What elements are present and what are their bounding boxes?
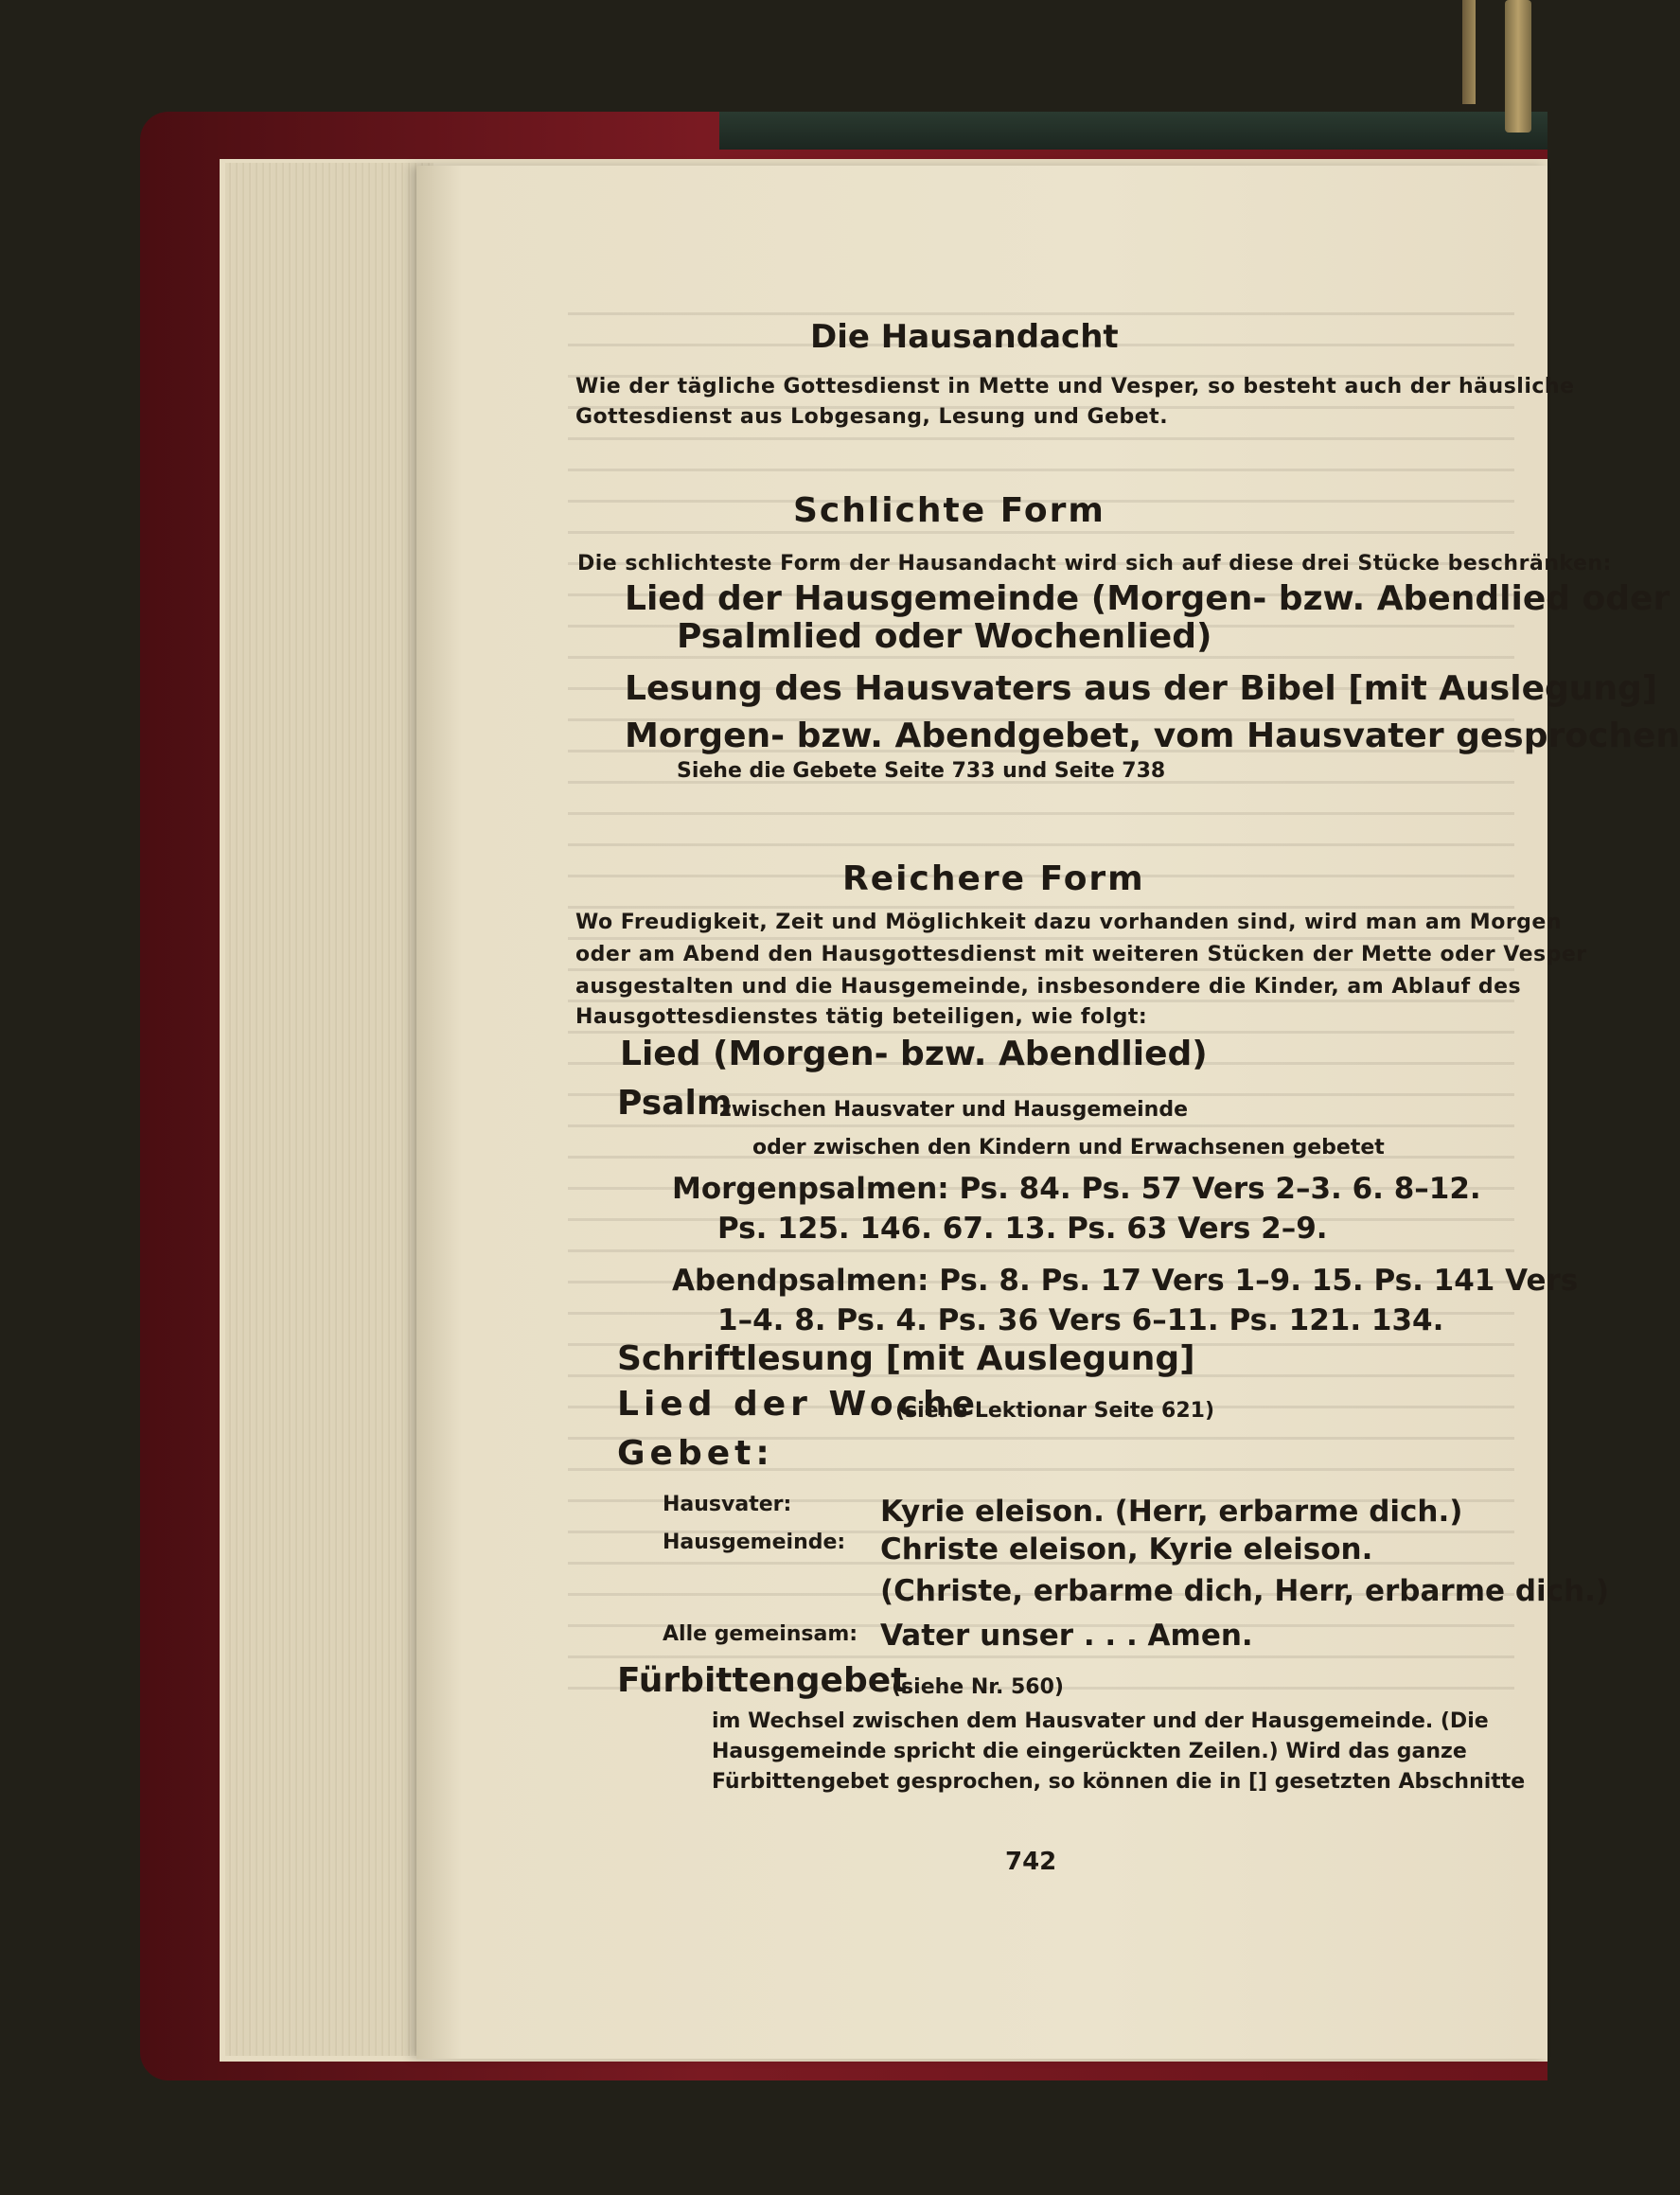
section-heading-rich: Reichere Form [842, 859, 1145, 898]
list-item-prayer: Morgen- bzw. Abendgebet, vom Hausvater gesprochen [625, 717, 1680, 755]
bookmark-ribbon [1462, 0, 1476, 104]
rich-intro-line: Hausgottesdienstes tätig beteiligen, wie folgt: [575, 1005, 1148, 1029]
rich-intro-line: oder am Abend den Hausgottesdienst mit weiteren Stücken der Mette oder Vesper [575, 943, 1587, 966]
list-item-reading: Lesung des Hausvaters aus der Bibel [mit Auslegung] [625, 669, 1658, 708]
rich-item-song: Lied (Morgen- bzw. Abendlied) [620, 1035, 1208, 1073]
kyrie-role: Hausvater: [663, 1493, 792, 1516]
list-item-song: Lied der Hausgemeinde (Morgen- bzw. Abendlied oder [625, 579, 1671, 618]
kyrie-text: (Christe, erbarme dich, Herr, erbarme dich.) [880, 1574, 1610, 1608]
item-note: Siehe die Gebete Seite 733 und Seite 738 [677, 759, 1166, 783]
evening-psalms: Abendpsalmen: Ps. 8. Ps. 17 Vers 1–9. 15. Ps. 141 Vers [672, 1264, 1579, 1298]
psalm-note: zwischen Hausvater und Hausgemeinde [719, 1098, 1188, 1122]
morning-psalms: Morgenpsalmen: Ps. 84. Ps. 57 Vers 2–3. 6. 8–12. [672, 1172, 1481, 1206]
page-number: 742 [1005, 1848, 1057, 1876]
intercession-ref: (siehe Nr. 560) [892, 1675, 1064, 1699]
morning-psalms-cont: Ps. 125. 146. 67. 13. Ps. 63 Vers 2–9. [717, 1212, 1328, 1246]
intercession-note: im Wechsel zwischen dem Hausvater und der Hausgemeinde. (Die [712, 1709, 1489, 1733]
kyrie-text: Vater unser . . . Amen. [880, 1619, 1253, 1653]
week-song-ref: (siehe Lektionar Seite 621) [895, 1399, 1214, 1423]
section-heading-simple: Schlichte Form [793, 491, 1105, 530]
rich-intro-line: ausgestalten und die Hausgemeinde, insbesondere die Kinder, am Ablauf des [575, 975, 1522, 999]
rich-item-reading: Schriftlesung [mit Auslegung] [617, 1339, 1195, 1378]
psalm-note: oder zwischen den Kindern und Erwachsenen gebetet [752, 1136, 1385, 1159]
intercession-note: Fürbittengebet gesprochen, so können die in [] gesetzten Abschnitte [712, 1770, 1526, 1794]
kyrie-text: Kyrie eleison. (Herr, erbarme dich.) [880, 1495, 1463, 1529]
rich-item-prayer: Gebet: [617, 1434, 774, 1473]
section-intro: Die schlichteste Form der Hausandacht wird sich auf diese drei Stücke beschränken: [577, 552, 1612, 575]
kyrie-text: Christe eleison, Kyrie eleison. [880, 1532, 1373, 1567]
evening-psalms-cont: 1–4. 8. Ps. 4. Ps. 36 Vers 6–11. Ps. 121. 134. [717, 1303, 1444, 1337]
kyrie-role: Alle gemeinsam: [663, 1622, 858, 1646]
rich-intro-line: Wo Freudigkeit, Zeit und Möglichkeit dazu vorhanden sind, wird man am Morgen [575, 911, 1562, 934]
intro-line: Wie der tägliche Gottesdienst in Mette und Vesper, so besteht auch der häusliche [575, 375, 1575, 398]
page-title: Die Hausandacht [810, 318, 1119, 356]
rich-item-psalm: Psalm [617, 1084, 733, 1123]
page-edges [225, 163, 433, 2056]
book-headband [719, 112, 1547, 150]
bookmark-ribbon [1505, 0, 1531, 133]
kyrie-role: Hausgemeinde: [663, 1531, 846, 1554]
list-item-song-cont: Psalmlied oder Wochenlied) [677, 617, 1212, 656]
rich-item-week-song: Lied der Woche [617, 1385, 981, 1424]
intercession-note: Hausgemeinde spricht die eingerückten Zeilen.) Wird das ganze [712, 1740, 1467, 1763]
intro-line: Gottesdienst aus Lobgesang, Lesung und Gebet. [575, 405, 1169, 429]
rich-item-intercession: Fürbittengebet [617, 1661, 908, 1700]
